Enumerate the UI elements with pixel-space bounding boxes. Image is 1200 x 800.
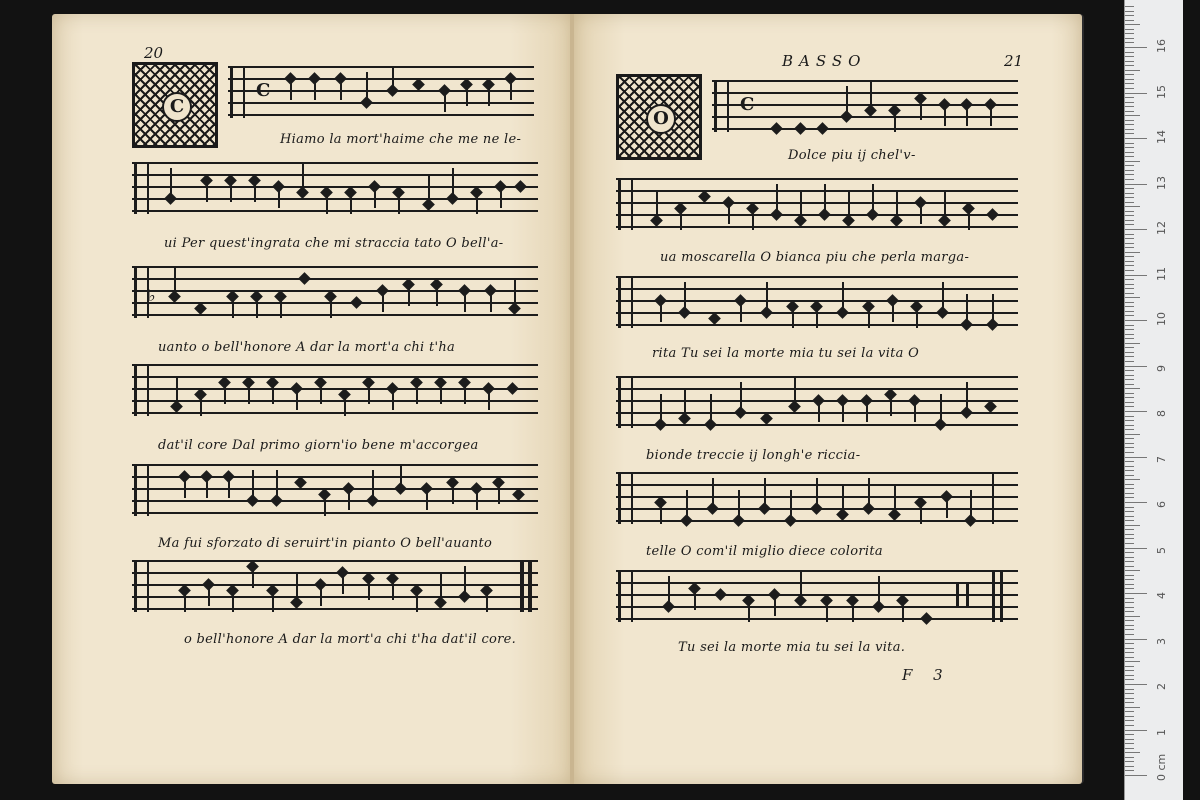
ruler-label: 2 bbox=[1155, 683, 1168, 690]
ruler-tick bbox=[1125, 516, 1134, 517]
ruler-tick bbox=[1125, 684, 1147, 685]
ruler-tick bbox=[1125, 361, 1134, 362]
lyric-line-left-1: Hiamo la mort'haime che me ne le- bbox=[280, 132, 522, 147]
ruler-tick bbox=[1125, 675, 1134, 676]
ruler-tick bbox=[1125, 479, 1140, 480]
ruler-tick bbox=[1125, 152, 1134, 153]
music-staff-r6 bbox=[616, 570, 1018, 622]
ruler-tick bbox=[1125, 443, 1134, 444]
initial-letter-right: O bbox=[646, 104, 676, 134]
ruler-tick bbox=[1125, 366, 1147, 367]
ruler-tick bbox=[1125, 593, 1147, 594]
ruler-tick bbox=[1125, 197, 1134, 198]
ruler-tick bbox=[1125, 761, 1134, 762]
ruler-tick bbox=[1125, 561, 1134, 562]
ruler-tick bbox=[1125, 670, 1134, 671]
ruler-tick bbox=[1125, 520, 1134, 521]
ruler-tick bbox=[1125, 224, 1134, 225]
ruler-tick bbox=[1125, 775, 1147, 776]
lyric-line-right-2: ua moscarella O bianca piu che perla marga- bbox=[660, 250, 970, 265]
ruler-tick bbox=[1125, 679, 1134, 680]
ruler-tick bbox=[1125, 65, 1134, 66]
page-number-left: 20 bbox=[144, 44, 164, 62]
ruler-label: 11 bbox=[1155, 266, 1168, 281]
ruler-tick bbox=[1125, 370, 1134, 371]
ruler-tick bbox=[1125, 193, 1134, 194]
ruler-tick bbox=[1125, 33, 1134, 34]
ruler-tick bbox=[1125, 739, 1134, 740]
lyric-line-left-3: uanto o bell'honore A dar la mort'a chi t'ha bbox=[158, 340, 456, 355]
ruler-tick bbox=[1125, 748, 1134, 749]
ruler-tick bbox=[1125, 484, 1134, 485]
ruler-tick bbox=[1125, 661, 1140, 662]
ruler-tick bbox=[1125, 306, 1134, 307]
ruler-tick bbox=[1125, 302, 1134, 303]
ruler-tick bbox=[1125, 725, 1134, 726]
music-staff-6 bbox=[132, 560, 538, 612]
ruler-tick bbox=[1125, 106, 1134, 107]
ruler-tick bbox=[1125, 534, 1134, 535]
ruler-tick bbox=[1125, 47, 1147, 48]
ruler-tick bbox=[1125, 156, 1134, 157]
ruler-tick bbox=[1125, 388, 1140, 389]
ruler-tick bbox=[1125, 438, 1134, 439]
ruler-tick bbox=[1125, 648, 1134, 649]
ruler-tick bbox=[1125, 734, 1134, 735]
ruler-tick bbox=[1125, 15, 1134, 16]
ruler-tick bbox=[1125, 434, 1140, 435]
ruler-tick bbox=[1125, 598, 1134, 599]
signature-mark: F 3 bbox=[902, 666, 951, 684]
ruler-tick bbox=[1125, 707, 1140, 708]
ruler-tick bbox=[1125, 411, 1147, 412]
ruler-tick bbox=[1125, 334, 1134, 335]
music-staff-2 bbox=[132, 162, 538, 214]
ruler-tick bbox=[1125, 406, 1134, 407]
ruler-label: 1 bbox=[1155, 728, 1168, 736]
ruler-tick bbox=[1125, 566, 1134, 567]
ruler-tick bbox=[1125, 452, 1134, 453]
ruler-tick bbox=[1125, 20, 1134, 21]
lyric-line-right-6: Tu sei la morte mia tu sei la vita. bbox=[678, 640, 906, 655]
ruler-tick bbox=[1125, 607, 1134, 608]
ruler-tick bbox=[1125, 179, 1134, 180]
ruler-tick bbox=[1125, 256, 1134, 257]
ruler-tick bbox=[1125, 147, 1134, 148]
ruler-label: 9 bbox=[1155, 364, 1168, 372]
ruler-tick bbox=[1125, 652, 1134, 653]
music-staff-1: C bbox=[228, 66, 534, 118]
ruler-label: 7 bbox=[1155, 455, 1168, 463]
left-page bbox=[52, 14, 572, 784]
initial-letter-left: C bbox=[162, 92, 192, 122]
ruler-tick bbox=[1125, 347, 1134, 348]
ruler-tick bbox=[1125, 429, 1134, 430]
ruler-tick bbox=[1125, 188, 1134, 189]
lyric-line-left-6: o bell'honore A dar la mort'a chi t'ha dat'il core. bbox=[184, 632, 517, 647]
ruler-tick bbox=[1125, 325, 1134, 326]
ruler-tick bbox=[1125, 42, 1134, 43]
ruler-tick bbox=[1125, 588, 1134, 589]
ruler-tick bbox=[1125, 61, 1134, 62]
ruler-tick bbox=[1125, 457, 1147, 458]
ruler-tick bbox=[1125, 693, 1134, 694]
ruler-tick bbox=[1125, 493, 1134, 494]
ruler-tick bbox=[1125, 666, 1134, 667]
music-staff-5 bbox=[132, 464, 538, 516]
ruler-tick bbox=[1125, 234, 1134, 235]
lyric-line-right-3: rita Tu sei la morte mia tu sei la vita O bbox=[652, 346, 920, 361]
ruler-tick bbox=[1125, 529, 1134, 530]
ruler-tick bbox=[1125, 466, 1134, 467]
music-staff-r3 bbox=[616, 276, 1018, 328]
ruler-tick bbox=[1125, 83, 1134, 84]
ruler-tick bbox=[1125, 74, 1134, 75]
ruler-tick bbox=[1125, 420, 1134, 421]
ruler-tick bbox=[1125, 202, 1134, 203]
ruler-tick bbox=[1125, 720, 1134, 721]
ruler-tick bbox=[1125, 215, 1134, 216]
ruler-tick bbox=[1125, 247, 1134, 248]
ruler-tick bbox=[1125, 416, 1134, 417]
ruler-label: 12 bbox=[1155, 221, 1168, 235]
ruler-tick bbox=[1125, 275, 1147, 276]
ruler-tick bbox=[1125, 24, 1140, 25]
ruler-label: 13 bbox=[1155, 175, 1168, 190]
ruler-tick bbox=[1125, 689, 1134, 690]
page-number-right: 21 bbox=[1004, 52, 1024, 70]
ruler-label: 15 bbox=[1155, 84, 1168, 99]
ruler-tick bbox=[1125, 379, 1134, 380]
ruler-tick bbox=[1125, 315, 1134, 316]
ruler-tick bbox=[1125, 243, 1134, 244]
ruler-tick bbox=[1125, 639, 1147, 640]
decorated-initial-left bbox=[132, 62, 218, 148]
ruler-tick bbox=[1125, 6, 1134, 7]
ruler-tick bbox=[1125, 338, 1134, 339]
ruler-tick bbox=[1125, 11, 1134, 12]
ruler-tick bbox=[1125, 297, 1140, 298]
ruler-tick bbox=[1125, 629, 1134, 630]
ruler-tick bbox=[1125, 165, 1134, 166]
ruler-tick bbox=[1125, 79, 1134, 80]
ruler-tick bbox=[1125, 52, 1134, 53]
ruler-tick bbox=[1125, 579, 1134, 580]
ruler-tick bbox=[1125, 320, 1147, 321]
ruler-tick bbox=[1125, 770, 1134, 771]
ruler-tick bbox=[1125, 766, 1134, 767]
ruler-tick bbox=[1125, 730, 1147, 731]
lyric-line-right-5: telle O com'il miglio diece colorita bbox=[646, 544, 883, 559]
lyric-line-left-5: Ma fui sforzato di seruirt'in pianto O bell'auanto bbox=[158, 536, 493, 551]
ruler-tick bbox=[1125, 29, 1134, 30]
ruler-tick bbox=[1125, 329, 1134, 330]
ruler-label: 10 bbox=[1155, 312, 1168, 326]
ruler-tick bbox=[1125, 711, 1134, 712]
ruler-label: 0 cm bbox=[1155, 753, 1168, 781]
ruler-tick bbox=[1125, 220, 1134, 221]
ruler-tick bbox=[1125, 356, 1134, 357]
ruler-tick bbox=[1125, 311, 1134, 312]
ruler-tick bbox=[1125, 111, 1134, 112]
ruler-tick bbox=[1125, 261, 1134, 262]
measurement-ruler bbox=[1124, 0, 1183, 800]
ruler-tick bbox=[1125, 611, 1134, 612]
ruler-label: 14 bbox=[1155, 130, 1168, 144]
ruler-tick bbox=[1125, 575, 1134, 576]
ruler-tick bbox=[1125, 402, 1134, 403]
ruler-tick bbox=[1125, 543, 1134, 544]
lyric-line-left-4: dat'il core Dal primo giorn'io bene m'accorgea bbox=[158, 438, 479, 453]
ruler-tick bbox=[1125, 643, 1134, 644]
ruler-tick bbox=[1125, 757, 1134, 758]
ruler-tick bbox=[1125, 143, 1134, 144]
ruler-tick bbox=[1125, 206, 1140, 207]
ruler-tick bbox=[1125, 584, 1134, 585]
ruler-label: 8 bbox=[1155, 410, 1168, 417]
ruler-tick bbox=[1125, 657, 1134, 658]
ruler-tick bbox=[1125, 525, 1140, 526]
ruler-label: 16 bbox=[1155, 39, 1168, 53]
decorated-initial-right bbox=[616, 74, 702, 160]
ruler-tick bbox=[1125, 270, 1134, 271]
right-page bbox=[574, 14, 1082, 784]
ruler-tick bbox=[1125, 752, 1140, 753]
music-staff-r5 bbox=[616, 472, 1018, 524]
ruler-tick bbox=[1125, 229, 1147, 230]
ruler-tick bbox=[1125, 352, 1134, 353]
ruler-tick bbox=[1125, 102, 1134, 103]
ruler-tick bbox=[1125, 634, 1134, 635]
ruler-tick bbox=[1125, 170, 1134, 171]
ruler-tick bbox=[1125, 38, 1134, 39]
ruler-tick bbox=[1125, 115, 1140, 116]
ruler-tick bbox=[1125, 507, 1134, 508]
ruler-tick bbox=[1125, 447, 1134, 448]
ruler-tick bbox=[1125, 470, 1134, 471]
ruler-tick bbox=[1125, 552, 1134, 553]
ruler-tick bbox=[1125, 161, 1140, 162]
ruler-tick bbox=[1125, 425, 1134, 426]
ruler-tick bbox=[1125, 548, 1147, 549]
ruler-tick bbox=[1125, 393, 1134, 394]
ruler-tick bbox=[1125, 502, 1147, 503]
ruler-tick bbox=[1125, 279, 1134, 280]
ruler-tick bbox=[1125, 716, 1134, 717]
ruler-tick bbox=[1125, 488, 1134, 489]
ruler-label: 5 bbox=[1155, 546, 1168, 554]
ruler-tick bbox=[1125, 375, 1134, 376]
ruler-tick bbox=[1125, 93, 1147, 94]
music-staff-3: ♭ bbox=[132, 266, 538, 318]
ruler-tick bbox=[1125, 56, 1134, 57]
ruler-tick bbox=[1125, 97, 1134, 98]
open-book bbox=[52, 14, 1084, 784]
music-staff-r2 bbox=[616, 178, 1018, 230]
ruler-tick bbox=[1125, 129, 1134, 130]
music-staff-r1: C bbox=[712, 80, 1018, 132]
ruler-tick bbox=[1125, 511, 1134, 512]
ruler-tick bbox=[1125, 120, 1134, 121]
ruler-label: 3 bbox=[1155, 637, 1168, 645]
ruler-tick bbox=[1125, 343, 1140, 344]
lyric-line-right-4: bionde treccie ij longh'e riccia- bbox=[646, 448, 861, 463]
ruler-tick bbox=[1125, 602, 1134, 603]
ruler-tick bbox=[1125, 124, 1134, 125]
ruler-tick bbox=[1125, 570, 1140, 571]
ruler-tick bbox=[1125, 265, 1134, 266]
ruler-tick bbox=[1125, 702, 1134, 703]
ruler-tick bbox=[1125, 211, 1134, 212]
ruler-tick bbox=[1125, 88, 1134, 89]
ruler-tick bbox=[1125, 698, 1134, 699]
ruler-tick bbox=[1125, 557, 1134, 558]
ruler-label: 4 bbox=[1155, 592, 1168, 599]
ruler-tick bbox=[1125, 284, 1134, 285]
music-staff-4 bbox=[132, 364, 538, 416]
ruler-tick bbox=[1125, 288, 1134, 289]
ruler-tick bbox=[1125, 70, 1140, 71]
ruler-tick bbox=[1125, 461, 1134, 462]
ruler-tick bbox=[1125, 174, 1134, 175]
ruler-tick bbox=[1125, 138, 1147, 139]
ruler-tick bbox=[1125, 620, 1134, 621]
ruler-tick bbox=[1125, 397, 1134, 398]
ruler-tick bbox=[1125, 384, 1134, 385]
music-staff-r4 bbox=[616, 376, 1018, 428]
ruler-tick bbox=[1125, 616, 1140, 617]
ruler-tick bbox=[1125, 184, 1147, 185]
ruler-tick bbox=[1125, 538, 1134, 539]
ruler-label: 6 bbox=[1155, 501, 1168, 508]
part-header: BASSO bbox=[782, 52, 867, 70]
lyric-line-left-2: ui Per quest'ingrata che mi straccia tato O bell'a- bbox=[164, 236, 504, 251]
lyric-line-right-1: Dolce piu ij chel'v- bbox=[788, 148, 916, 163]
ruler-tick bbox=[1125, 743, 1134, 744]
ruler-tick bbox=[1125, 625, 1134, 626]
ruler-tick bbox=[1125, 475, 1134, 476]
ruler-tick bbox=[1125, 252, 1140, 253]
ruler-tick bbox=[1125, 133, 1134, 134]
ruler-tick bbox=[1125, 238, 1134, 239]
ruler-tick bbox=[1125, 497, 1134, 498]
ruler-tick bbox=[1125, 293, 1134, 294]
